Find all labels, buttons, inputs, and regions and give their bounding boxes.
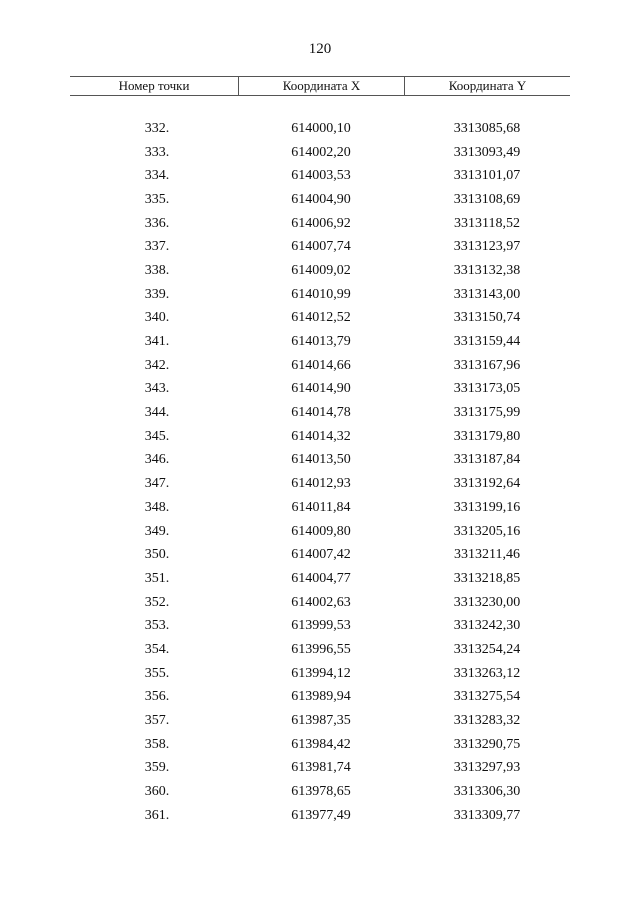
point-number-cell: 347. bbox=[144, 476, 170, 492]
coordinate-y-cell: 3313101,07 bbox=[453, 168, 521, 184]
coordinate-y-cell: 3313230,00 bbox=[453, 594, 521, 610]
table-row bbox=[70, 804, 570, 828]
table-row bbox=[70, 283, 570, 307]
table-row bbox=[70, 212, 570, 236]
coordinate-y-cell: 3313118,52 bbox=[454, 215, 520, 231]
point-number-cell: 349. bbox=[144, 523, 170, 539]
point-number-cell: 341. bbox=[144, 334, 170, 350]
point-number-cell: 350. bbox=[144, 547, 170, 563]
coordinates-table bbox=[70, 76, 570, 828]
coordinate-y-cell: 3313211,46 bbox=[454, 547, 520, 563]
coordinate-y-cell: 3313306,30 bbox=[453, 784, 521, 800]
coordinate-y-cell: 3313108,69 bbox=[453, 191, 521, 207]
point-number-cell: 361. bbox=[144, 807, 170, 823]
coordinate-x-cell: 614012,93 bbox=[291, 476, 351, 492]
coordinate-x-cell: 613999,53 bbox=[291, 618, 351, 634]
point-number-cell: 344. bbox=[144, 405, 170, 421]
header-point-number: Номер точки bbox=[118, 78, 190, 93]
coordinate-x-cell: 614004,90 bbox=[291, 191, 351, 207]
point-number-cell: 354. bbox=[144, 641, 170, 657]
header-coordinate-y: Координата Y bbox=[404, 77, 570, 95]
point-number-cell: 334. bbox=[144, 168, 170, 184]
table-row bbox=[70, 188, 570, 212]
coordinate-y-cell: 3313179,80 bbox=[453, 428, 521, 444]
coordinate-x-cell: 614004,77 bbox=[291, 570, 351, 586]
point-number-cell: 358. bbox=[144, 736, 170, 752]
point-number-cell: 342. bbox=[144, 357, 170, 373]
point-number-cell: 360. bbox=[144, 784, 170, 800]
header-coordinate-x: Координата X bbox=[238, 77, 404, 95]
point-number-cell: 346. bbox=[144, 452, 170, 468]
coordinate-x-cell: 614014,66 bbox=[291, 357, 351, 373]
coordinate-x-cell: 613977,49 bbox=[291, 807, 351, 823]
coordinate-y-cell: 3313123,97 bbox=[453, 239, 521, 255]
table-row bbox=[70, 543, 570, 567]
point-number-cell: 352. bbox=[144, 594, 170, 610]
table-row bbox=[70, 425, 570, 449]
coordinate-y-cell: 3313205,16 bbox=[453, 523, 521, 539]
coordinate-x-cell: 614000,10 bbox=[291, 120, 351, 136]
table-row bbox=[70, 614, 570, 638]
coordinate-x-cell: 614011,84 bbox=[291, 499, 351, 515]
table-row bbox=[70, 307, 570, 331]
coordinate-y-cell: 3313254,24 bbox=[453, 641, 521, 657]
coordinate-x-cell: 613994,12 bbox=[291, 665, 351, 681]
coordinate-x-cell: 614002,20 bbox=[291, 144, 351, 160]
point-number-cell: 353. bbox=[144, 618, 170, 634]
coordinate-x-cell: 613987,35 bbox=[291, 713, 351, 729]
coordinate-x-cell: 613989,94 bbox=[291, 689, 351, 705]
coordinate-x-cell: 614003,53 bbox=[291, 168, 351, 184]
table-row bbox=[70, 330, 570, 354]
coordinate-y-cell: 3313283,32 bbox=[453, 713, 521, 729]
table-row bbox=[70, 378, 570, 402]
table-row bbox=[70, 401, 570, 425]
point-number-cell: 345. bbox=[144, 428, 170, 444]
table-row bbox=[70, 638, 570, 662]
coordinate-x-cell: 613996,55 bbox=[291, 641, 351, 657]
point-number-cell: 338. bbox=[144, 262, 170, 278]
coordinate-y-cell: 3313290,75 bbox=[453, 736, 521, 752]
coordinate-y-cell: 3313175,99 bbox=[453, 405, 521, 421]
table-row bbox=[70, 141, 570, 165]
table-row bbox=[70, 117, 570, 141]
table-row bbox=[70, 591, 570, 615]
table-row bbox=[70, 496, 570, 520]
coordinate-x-cell: 614014,78 bbox=[291, 405, 351, 421]
coordinate-y-cell: 3313297,93 bbox=[453, 760, 521, 776]
table-row bbox=[70, 259, 570, 283]
coordinate-y-cell: 3313093,49 bbox=[453, 144, 521, 160]
coordinate-y-cell: 3313159,44 bbox=[453, 334, 521, 350]
coordinate-y-cell: 3313173,05 bbox=[453, 381, 521, 397]
point-number-cell: 359. bbox=[144, 760, 170, 776]
table-row bbox=[70, 780, 570, 804]
table-row bbox=[70, 686, 570, 710]
table-row bbox=[70, 662, 570, 686]
coordinate-y-cell: 3313192,64 bbox=[453, 476, 521, 492]
coordinate-x-cell: 613981,74 bbox=[291, 760, 351, 776]
coordinate-x-cell: 614002,63 bbox=[291, 594, 351, 610]
table-header bbox=[70, 76, 570, 96]
coordinate-x-cell: 614014,90 bbox=[291, 381, 351, 397]
table-row bbox=[70, 757, 570, 781]
coordinate-x-cell: 614012,52 bbox=[291, 310, 351, 326]
coordinate-x-cell: 614006,92 bbox=[291, 215, 351, 231]
coordinate-y-cell: 3313218,85 bbox=[453, 570, 521, 586]
table-row bbox=[70, 709, 570, 733]
point-number-cell: 336. bbox=[144, 215, 170, 231]
coordinate-y-cell: 3313132,38 bbox=[453, 262, 521, 278]
point-number-cell: 357. bbox=[144, 713, 170, 729]
point-number-cell: 333. bbox=[144, 144, 170, 160]
point-number-cell: 337. bbox=[144, 239, 170, 255]
table-body bbox=[70, 117, 570, 828]
point-number-cell: 335. bbox=[144, 191, 170, 207]
coordinate-y-cell: 3313167,96 bbox=[453, 357, 521, 373]
coordinate-x-cell: 613978,65 bbox=[291, 784, 351, 800]
table-row bbox=[70, 567, 570, 591]
coordinate-x-cell: 614010,99 bbox=[291, 286, 351, 302]
coordinate-x-cell: 614007,74 bbox=[291, 239, 351, 255]
coordinate-x-cell: 613984,42 bbox=[291, 736, 351, 752]
coordinate-y-cell: 3313150,74 bbox=[453, 310, 521, 326]
point-number-cell: 348. bbox=[144, 499, 170, 515]
point-number-cell: 355. bbox=[144, 665, 170, 681]
point-number-cell: 343. bbox=[144, 381, 170, 397]
table-row bbox=[70, 520, 570, 544]
point-number-cell: 340. bbox=[144, 310, 170, 326]
point-number-cell: 356. bbox=[144, 689, 170, 705]
coordinate-y-cell: 3313085,68 bbox=[453, 120, 521, 136]
coordinate-x-cell: 614014,32 bbox=[291, 428, 351, 444]
coordinate-y-cell: 3313187,84 bbox=[453, 452, 521, 468]
coordinate-x-cell: 614013,50 bbox=[291, 452, 351, 468]
coordinate-x-cell: 614007,42 bbox=[291, 547, 351, 563]
point-number-cell: 332. bbox=[144, 120, 170, 136]
coordinate-y-cell: 3313275,54 bbox=[453, 689, 521, 705]
point-number-cell: 339. bbox=[144, 286, 170, 302]
table-row bbox=[70, 472, 570, 496]
coordinate-x-cell: 614013,79 bbox=[291, 334, 351, 350]
coordinate-y-cell: 3313263,12 bbox=[453, 665, 521, 681]
table-row bbox=[70, 354, 570, 378]
point-number-cell: 351. bbox=[144, 570, 170, 586]
table-row bbox=[70, 449, 570, 473]
coordinate-y-cell: 3313199,16 bbox=[453, 499, 521, 515]
coordinate-y-cell: 3313242,30 bbox=[453, 618, 521, 634]
coordinate-x-cell: 614009,80 bbox=[291, 523, 351, 539]
table-row bbox=[70, 733, 570, 757]
table-row bbox=[70, 235, 570, 259]
coordinate-x-cell: 614009,02 bbox=[291, 262, 351, 278]
coordinate-y-cell: 3313309,77 bbox=[453, 807, 521, 823]
page-number: 120 bbox=[308, 41, 332, 57]
coordinate-y-cell: 3313143,00 bbox=[453, 286, 521, 302]
table-row bbox=[70, 164, 570, 188]
